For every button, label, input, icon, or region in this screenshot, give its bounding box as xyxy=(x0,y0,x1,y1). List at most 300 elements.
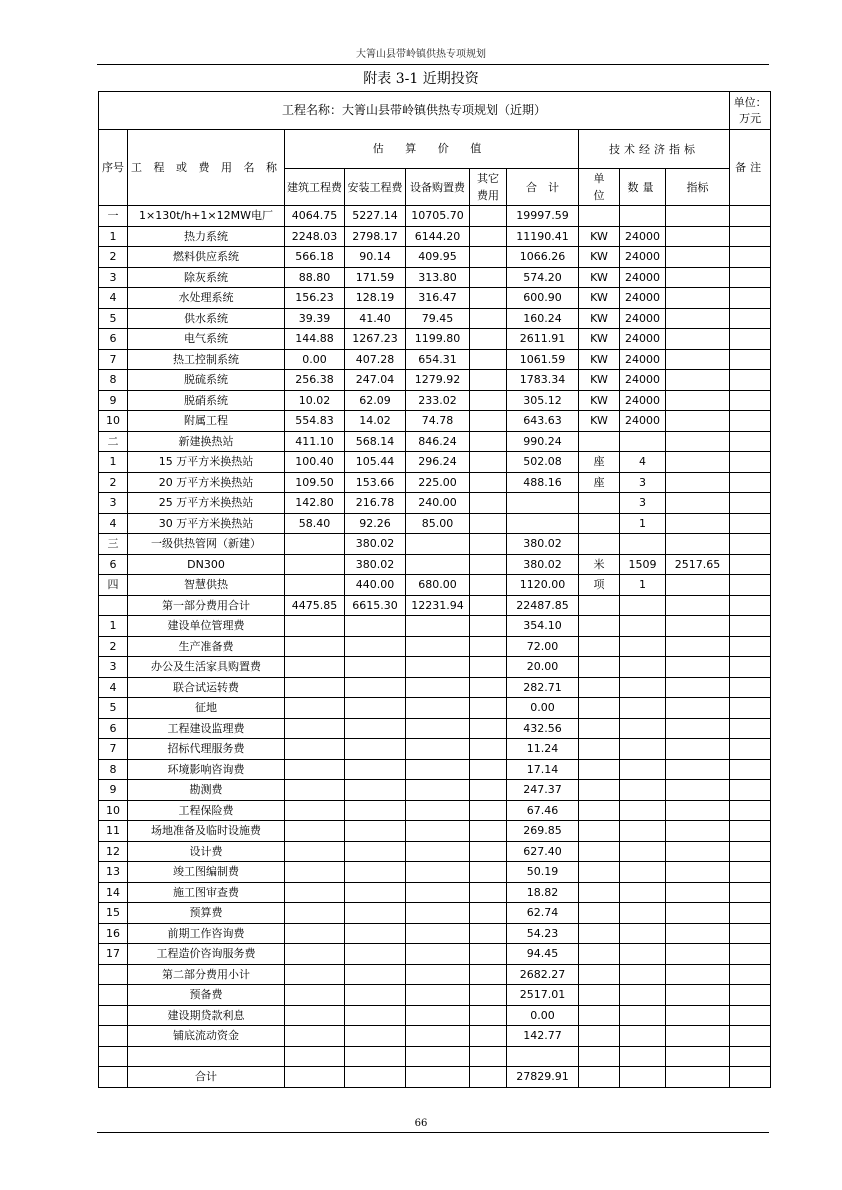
cell-building xyxy=(285,657,345,678)
cell-equipment xyxy=(406,636,470,657)
cell-seq: 6 xyxy=(99,718,128,739)
cell-remark xyxy=(730,267,771,288)
cell-qty: 1509 xyxy=(620,554,666,575)
cell-name: 新建换热站 xyxy=(128,431,285,452)
cell-equipment: 296.24 xyxy=(406,452,470,473)
cell-install xyxy=(345,903,406,924)
cell-install xyxy=(345,841,406,862)
cell-other xyxy=(470,800,507,821)
cell-install xyxy=(345,800,406,821)
cell-total: 27829.91 xyxy=(507,1067,579,1088)
cell-unit: KW xyxy=(579,390,620,411)
cell-indicator xyxy=(666,882,730,903)
cell-remark xyxy=(730,657,771,678)
cell-name: 铺底流动资金 xyxy=(128,1026,285,1047)
cell-name: 工程造价咨询服务费 xyxy=(128,944,285,965)
cell-install xyxy=(345,1026,406,1047)
investment-table xyxy=(98,91,771,1088)
cell-qty xyxy=(620,534,666,555)
cell-seq: 1 xyxy=(99,616,128,637)
cell-remark xyxy=(730,718,771,739)
cell-seq: 12 xyxy=(99,841,128,862)
cell-building xyxy=(285,1026,345,1047)
cell-total: 20.00 xyxy=(507,657,579,678)
cell-indicator xyxy=(666,923,730,944)
cell-building: 88.80 xyxy=(285,267,345,288)
cell-equipment xyxy=(406,739,470,760)
cell-unit xyxy=(579,985,620,1006)
cell-qty: 4 xyxy=(620,452,666,473)
cell-indicator xyxy=(666,759,730,780)
cell-install: 568.14 xyxy=(345,431,406,452)
cell-unit: KW xyxy=(579,308,620,329)
cell-qty xyxy=(620,841,666,862)
cell-total: 1120.00 xyxy=(507,575,579,596)
table-row xyxy=(99,226,771,247)
cell-other xyxy=(470,308,507,329)
header-indicator: 指标 xyxy=(666,169,730,206)
table-row xyxy=(99,841,771,862)
cell-qty: 24000 xyxy=(620,411,666,432)
table-row xyxy=(99,390,771,411)
cell-qty xyxy=(620,1026,666,1047)
cell-qty xyxy=(620,1067,666,1088)
cell-indicator xyxy=(666,616,730,637)
cell-other xyxy=(470,472,507,493)
cell-equipment xyxy=(406,903,470,924)
cell-equipment xyxy=(406,862,470,883)
cell-building xyxy=(285,759,345,780)
cell-name: 附属工程 xyxy=(128,411,285,432)
cell-name: 合计 xyxy=(128,1067,285,1088)
cell-indicator xyxy=(666,862,730,883)
cell-building xyxy=(285,739,345,760)
cell-indicator xyxy=(666,472,730,493)
cell-building xyxy=(285,636,345,657)
table-row xyxy=(99,308,771,329)
cell-other xyxy=(470,390,507,411)
cell-building xyxy=(285,554,345,575)
table-row xyxy=(99,698,771,719)
cell-name: 场地准备及临时设施费 xyxy=(128,821,285,842)
cell-building: 411.10 xyxy=(285,431,345,452)
cell-name: 工程建设监理费 xyxy=(128,718,285,739)
cell-qty xyxy=(620,964,666,985)
cell-unit xyxy=(579,677,620,698)
cell-total: 282.71 xyxy=(507,677,579,698)
cell-seq: 5 xyxy=(99,308,128,329)
cell-equipment xyxy=(406,1005,470,1026)
cell-install: 247.04 xyxy=(345,370,406,391)
cell-name: 第一部分费用合计 xyxy=(128,595,285,616)
cell-indicator xyxy=(666,308,730,329)
cell-total: 62.74 xyxy=(507,903,579,924)
cell-other xyxy=(470,882,507,903)
header-install: 安装工程费 xyxy=(345,169,406,206)
cell-other xyxy=(470,370,507,391)
cell-other xyxy=(470,636,507,657)
table-row xyxy=(99,616,771,637)
cell-seq: 16 xyxy=(99,923,128,944)
cell-total: 17.14 xyxy=(507,759,579,780)
cell-name: 预算费 xyxy=(128,903,285,924)
page-number: 66 xyxy=(414,1118,428,1129)
cell-building: 109.50 xyxy=(285,472,345,493)
unit-cell: 单位：万元 xyxy=(730,92,771,130)
cell-indicator xyxy=(666,288,730,309)
cell-indicator xyxy=(666,329,730,350)
cell-seq: 17 xyxy=(99,944,128,965)
cell-equipment: 85.00 xyxy=(406,513,470,534)
cell-indicator xyxy=(666,739,730,760)
table-row xyxy=(99,493,771,514)
table-row xyxy=(99,636,771,657)
cell-install xyxy=(345,923,406,944)
cell-install xyxy=(345,964,406,985)
cell-indicator xyxy=(666,1026,730,1047)
cell-unit xyxy=(579,923,620,944)
cell-other xyxy=(470,985,507,1006)
cell-equipment: 233.02 xyxy=(406,390,470,411)
cell-remark xyxy=(730,370,771,391)
cell-equipment: 409.95 xyxy=(406,247,470,268)
cell-indicator: 2517.65 xyxy=(666,554,730,575)
cell-unit xyxy=(579,739,620,760)
cell-install: 41.40 xyxy=(345,308,406,329)
cell-seq: 9 xyxy=(99,390,128,411)
cell-seq: 6 xyxy=(99,329,128,350)
cell-install xyxy=(345,985,406,1006)
cell-building xyxy=(285,534,345,555)
cell-unit: KW xyxy=(579,370,620,391)
cell-install xyxy=(345,1005,406,1026)
cell-indicator xyxy=(666,452,730,473)
cell-install: 216.78 xyxy=(345,493,406,514)
cell-install: 380.02 xyxy=(345,534,406,555)
cell-total: 2517.01 xyxy=(507,985,579,1006)
cell-indicator xyxy=(666,1046,730,1067)
table-row xyxy=(99,431,771,452)
cell-indicator xyxy=(666,226,730,247)
cell-name: 水处理系统 xyxy=(128,288,285,309)
cell-indicator xyxy=(666,780,730,801)
cell-other xyxy=(470,657,507,678)
cell-building xyxy=(285,616,345,637)
cell-total: 600.90 xyxy=(507,288,579,309)
cell-seq xyxy=(99,1005,128,1026)
cell-remark xyxy=(730,677,771,698)
cell-remark xyxy=(730,964,771,985)
cell-indicator xyxy=(666,800,730,821)
header-estimate: 估 算 价 值 xyxy=(285,130,579,169)
cell-equipment: 654.31 xyxy=(406,349,470,370)
running-header: 大箐山县带岭镇供热专项规划 xyxy=(356,49,486,60)
cell-name: 热工控制系统 xyxy=(128,349,285,370)
cell-install xyxy=(345,698,406,719)
cell-total: 432.56 xyxy=(507,718,579,739)
cell-other xyxy=(470,411,507,432)
cell-unit: KW xyxy=(579,288,620,309)
cell-seq: 10 xyxy=(99,411,128,432)
cell-remark xyxy=(730,780,771,801)
cell-other xyxy=(470,1026,507,1047)
cell-remark xyxy=(730,821,771,842)
cell-other xyxy=(470,780,507,801)
cell-equipment: 225.00 xyxy=(406,472,470,493)
cell-other xyxy=(470,759,507,780)
cell-name: 30 万平方米换热站 xyxy=(128,513,285,534)
header-remark: 备注 xyxy=(730,130,771,206)
table-row xyxy=(99,575,771,596)
cell-seq xyxy=(99,964,128,985)
cell-indicator xyxy=(666,677,730,698)
cell-qty xyxy=(620,616,666,637)
cell-other xyxy=(470,677,507,698)
table-row xyxy=(99,554,771,575)
cell-name: 20 万平方米换热站 xyxy=(128,472,285,493)
cell-seq: 3 xyxy=(99,267,128,288)
table-row xyxy=(99,718,771,739)
header-other: 其它费用 xyxy=(470,169,507,206)
cell-building xyxy=(285,862,345,883)
cell-total: 643.63 xyxy=(507,411,579,432)
cell-other xyxy=(470,698,507,719)
table-row xyxy=(99,1026,771,1047)
cell-building: 142.80 xyxy=(285,493,345,514)
cell-seq: 8 xyxy=(99,759,128,780)
cell-other xyxy=(470,964,507,985)
cell-name: 前期工作咨询费 xyxy=(128,923,285,944)
table-row xyxy=(99,1046,771,1067)
cell-indicator xyxy=(666,841,730,862)
cell-building: 156.23 xyxy=(285,288,345,309)
cell-equipment: 74.78 xyxy=(406,411,470,432)
cell-total: 1783.34 xyxy=(507,370,579,391)
cell-qty xyxy=(620,882,666,903)
cell-remark xyxy=(730,308,771,329)
cell-install xyxy=(345,780,406,801)
cell-indicator xyxy=(666,411,730,432)
cell-total: 142.77 xyxy=(507,1026,579,1047)
cell-total: 11190.41 xyxy=(507,226,579,247)
cell-remark xyxy=(730,944,771,965)
table-row xyxy=(99,206,771,227)
cell-seq: 3 xyxy=(99,493,128,514)
cell-building xyxy=(285,841,345,862)
cell-unit xyxy=(579,657,620,678)
cell-building xyxy=(285,944,345,965)
cell-seq xyxy=(99,595,128,616)
cell-unit xyxy=(579,964,620,985)
cell-building: 256.38 xyxy=(285,370,345,391)
cell-building xyxy=(285,718,345,739)
cell-name: 燃料供应系统 xyxy=(128,247,285,268)
cell-remark xyxy=(730,903,771,924)
cell-name: 智慧供热 xyxy=(128,575,285,596)
cell-equipment xyxy=(406,677,470,698)
cell-seq: 4 xyxy=(99,288,128,309)
cell-seq xyxy=(99,985,128,1006)
cell-remark xyxy=(730,759,771,780)
cell-total: 0.00 xyxy=(507,1005,579,1026)
cell-indicator xyxy=(666,964,730,985)
cell-unit: KW xyxy=(579,247,620,268)
cell-seq xyxy=(99,1026,128,1047)
cell-building xyxy=(285,1005,345,1026)
cell-equipment xyxy=(406,964,470,985)
cell-building xyxy=(285,780,345,801)
cell-building: 144.88 xyxy=(285,329,345,350)
cell-equipment: 680.00 xyxy=(406,575,470,596)
cell-qty: 1 xyxy=(620,513,666,534)
cell-qty xyxy=(620,944,666,965)
cell-building xyxy=(285,1046,345,1067)
cell-building xyxy=(285,985,345,1006)
cell-install xyxy=(345,657,406,678)
cell-seq: 10 xyxy=(99,800,128,821)
cell-equipment xyxy=(406,1026,470,1047)
cell-building: 4064.75 xyxy=(285,206,345,227)
cell-total xyxy=(507,493,579,514)
cell-indicator xyxy=(666,575,730,596)
cell-other xyxy=(470,329,507,350)
header-quantity: 数量 xyxy=(620,169,666,206)
cell-install xyxy=(345,759,406,780)
cell-qty: 24000 xyxy=(620,308,666,329)
cell-equipment xyxy=(406,841,470,862)
cell-equipment: 846.24 xyxy=(406,431,470,452)
cell-other xyxy=(470,821,507,842)
cell-remark xyxy=(730,206,771,227)
cell-indicator xyxy=(666,493,730,514)
cell-seq xyxy=(99,1067,128,1088)
cell-building: 2248.03 xyxy=(285,226,345,247)
cell-indicator xyxy=(666,206,730,227)
cell-seq: 4 xyxy=(99,513,128,534)
cell-unit: KW xyxy=(579,267,620,288)
cell-unit xyxy=(579,821,620,842)
cell-other xyxy=(470,1067,507,1088)
cell-indicator xyxy=(666,370,730,391)
cell-indicator xyxy=(666,390,730,411)
cell-qty xyxy=(620,657,666,678)
cell-install: 92.26 xyxy=(345,513,406,534)
cell-total: 380.02 xyxy=(507,554,579,575)
cell-name: 勘测费 xyxy=(128,780,285,801)
cell-indicator xyxy=(666,431,730,452)
table-row xyxy=(99,1005,771,1026)
cell-other xyxy=(470,862,507,883)
cell-install: 62.09 xyxy=(345,390,406,411)
cell-remark xyxy=(730,616,771,637)
cell-equipment xyxy=(406,780,470,801)
table-row xyxy=(99,513,771,534)
cell-unit xyxy=(579,759,620,780)
cell-remark xyxy=(730,247,771,268)
cell-name: 招标代理服务费 xyxy=(128,739,285,760)
cell-equipment xyxy=(406,923,470,944)
cell-install xyxy=(345,636,406,657)
table-row xyxy=(99,780,771,801)
cell-qty xyxy=(620,1046,666,1067)
cell-unit xyxy=(579,903,620,924)
cell-total: 2611.91 xyxy=(507,329,579,350)
cell-building: 100.40 xyxy=(285,452,345,473)
cell-seq: 8 xyxy=(99,370,128,391)
cell-qty xyxy=(620,923,666,944)
cell-qty xyxy=(620,821,666,842)
cell-seq: 14 xyxy=(99,882,128,903)
cell-other xyxy=(470,903,507,924)
cell-remark xyxy=(730,431,771,452)
table-row xyxy=(99,534,771,555)
table-row xyxy=(99,247,771,268)
cell-unit xyxy=(579,862,620,883)
cell-install: 90.14 xyxy=(345,247,406,268)
cell-remark xyxy=(730,636,771,657)
cell-remark xyxy=(730,513,771,534)
table-row xyxy=(99,288,771,309)
cell-qty: 24000 xyxy=(620,370,666,391)
cell-install xyxy=(345,944,406,965)
cell-equipment xyxy=(406,759,470,780)
cell-unit: 座 xyxy=(579,472,620,493)
cell-other xyxy=(470,206,507,227)
table-row xyxy=(99,903,771,924)
cell-unit xyxy=(579,841,620,862)
cell-equipment xyxy=(406,985,470,1006)
cell-qty xyxy=(620,862,666,883)
header-total: 合 计 xyxy=(507,169,579,206)
cell-install: 2798.17 xyxy=(345,226,406,247)
cell-unit xyxy=(579,636,620,657)
cell-indicator xyxy=(666,903,730,924)
cell-total xyxy=(507,513,579,534)
cell-building xyxy=(285,575,345,596)
cell-qty xyxy=(620,431,666,452)
cell-other xyxy=(470,452,507,473)
cell-name: DN300 xyxy=(128,554,285,575)
cell-seq: 9 xyxy=(99,780,128,801)
cell-remark xyxy=(730,985,771,1006)
cell-other xyxy=(470,247,507,268)
cell-install: 171.59 xyxy=(345,267,406,288)
cell-name: 工程保险费 xyxy=(128,800,285,821)
cell-qty: 24000 xyxy=(620,329,666,350)
cell-seq: 11 xyxy=(99,821,128,842)
cell-other xyxy=(470,554,507,575)
cell-total: 380.02 xyxy=(507,534,579,555)
cell-indicator xyxy=(666,718,730,739)
cell-indicator xyxy=(666,821,730,842)
cell-total: 50.19 xyxy=(507,862,579,883)
cell-indicator xyxy=(666,247,730,268)
cell-name: 施工图审查费 xyxy=(128,882,285,903)
cell-unit xyxy=(579,1046,620,1067)
cell-unit: KW xyxy=(579,329,620,350)
cell-indicator xyxy=(666,513,730,534)
cell-seq: 2 xyxy=(99,636,128,657)
cell-other xyxy=(470,616,507,637)
cell-name: 联合试运转费 xyxy=(128,677,285,698)
cell-indicator xyxy=(666,267,730,288)
table-row xyxy=(99,329,771,350)
cell-total: 1061.59 xyxy=(507,349,579,370)
cell-name: 竣工图编制费 xyxy=(128,862,285,883)
cell-seq: 2 xyxy=(99,247,128,268)
cell-total: 502.08 xyxy=(507,452,579,473)
cell-remark xyxy=(730,288,771,309)
